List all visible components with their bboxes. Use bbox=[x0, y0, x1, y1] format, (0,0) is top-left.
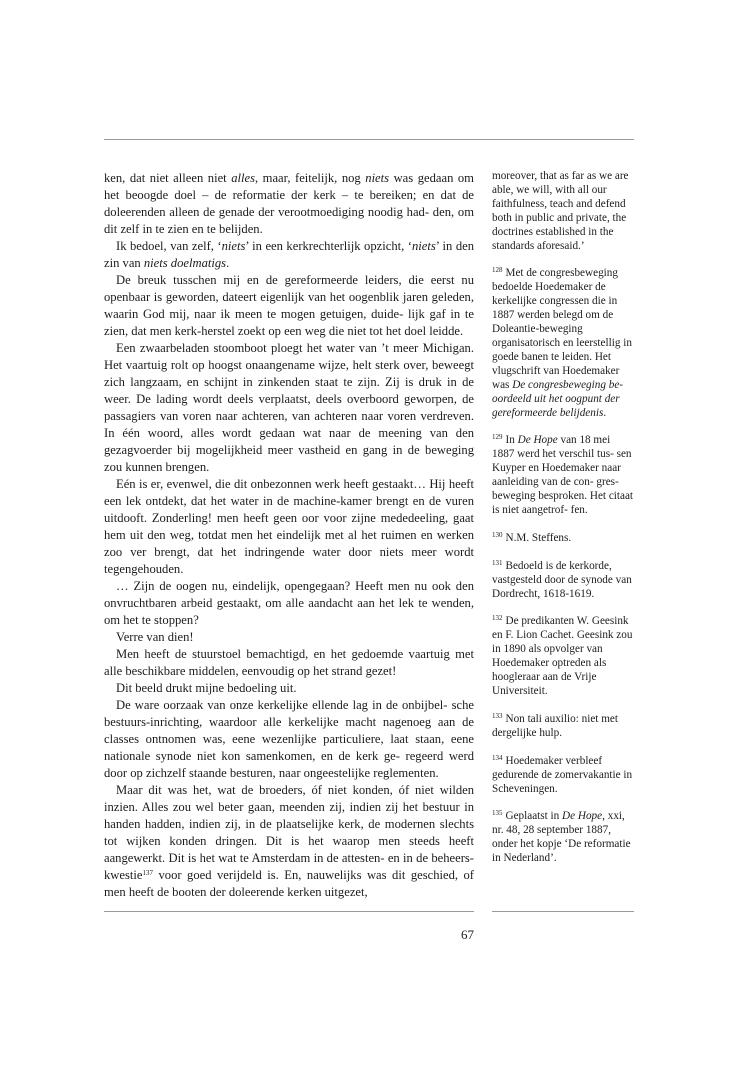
paragraph: Verre van dien! bbox=[116, 630, 194, 644]
sidenote-131: $^{131}$ Bedoeld is de kerkorde, vastgesteld door de synode van Dordrecht, 1618-1619. bbox=[492, 558, 632, 600]
footer-rule-main bbox=[104, 911, 474, 912]
sidenote-continued: moreover, that as far as we are able, we will, with all our faithfulness, teach and defend both in public and private, the doctrines established in the standards aforesaid.’ bbox=[492, 170, 629, 252]
paragraph: Dit beeld drukt mijne bedoeling uit. bbox=[116, 681, 297, 695]
paragraph: Eén is er, evenwel, die dit onbezonnen werk heeft gestaakt… Hij heeft een lek ontdekt, dat het water in de machine-kamer brengt en de vuren uitdooft. Zonderling! men heeft geen oor voor zijne mededeeling, gaat hem uit den weg, totdat men het eindelijk met al het ruimen en werken zoo ver brengt, dat het indringende water door niets meer wordt tegengehouden. bbox=[104, 477, 474, 576]
footnote-ref: 137 bbox=[142, 869, 153, 877]
paragraph: ken, dat niet alleen niet alles, maar, feitelijk, nog niets was gedaan om het beoogde doel – de reformatie der kerk – te bereiken; en dat de doleerenden alleen de genade der verootmoediging noodig had- den, om dit zelf in te zien en te belijden. bbox=[104, 171, 474, 236]
sidenote-135: $^{135}$ Geplaatst in De Hope, xxi, nr. 48, 28 september 1887, onder het kopje ‘De reformatie in Nederland’. bbox=[492, 809, 631, 865]
sidenote-133: $^{133}$ Non tali auxilio: niet met dergelijke hulp. bbox=[492, 711, 618, 739]
paragraph: De ware oorzaak van onze kerkelijke ellende lag in de onbijbel- sche bestuurs-inrichting, waardoor alle kerkelijke macht nagenoeg aan de classes ontnomen was, eene wezenlijke particuliere, laat staan, eene nationale synode niet kon samenkomen, en de kerk ge- regeerd werd door op zichzelf staande besturen, naar ongeestelijke reglementen. bbox=[104, 698, 474, 780]
paragraph: Maar dit was het, wat de broeders, óf niet konden, óf niet wilden inzien. Alles zou wel beter gaan, meenden zij, indien zij het bestuur in handen hadden, indien zij, in de plaatselijke kerk, de modernen slechts tot wijken konden dringen. Dit is het waarop men steeds heeft aangewerkt. Dit is het wat te Amsterdam in de attesten- en in de beheers-kwestie$^{137}$ voor goed verijdeld is. En, nauwelijks was dit geschied, of men heeft de booten der doleerende kerken uitgezet, bbox=[104, 783, 474, 899]
sidenote-130: $^{130}$ N.M. Steffens. bbox=[492, 530, 572, 544]
sidenotes-column bbox=[492, 170, 634, 877]
paragraph: Men heeft de stuurstoel bemachtigd, en het gedoemde vaartuig met alle beschikbare middelen, eenvoudig op het strand gezet! bbox=[104, 647, 474, 678]
footer-rule-side bbox=[492, 911, 634, 912]
main-text-column bbox=[104, 170, 474, 901]
sidenote-134: $^{134}$ Hoedemaker verbleef gedurende de zomervakantie in Scheveningen. bbox=[492, 753, 633, 795]
paragraph: … Zijn de oogen nu, eindelijk, opengegaan? Heeft men nu ook den onvruchtbaren arbeid gestaakt, om alle aandacht aan het lek te wenden, om het te stoppen? bbox=[104, 579, 474, 627]
paragraph: De breuk tusschen mij en de gereformeerde leiders, die eerst nu openbaar is geworden, dateert eigenlijk van het oogenblik jaren geleden, waarin God mij, naar ik meen te mogen getuigen, duide- lijk gaf in te zien, dat men kerk-herstel zoekt op een weg die niet tot het doel leidde. bbox=[104, 273, 474, 338]
sidenote-128: $^{128}$ Met de congresbeweging bedoelde Hoedemaker de kerkelijke congressen die in 1887 werden belegd om de Doleantie-beweging organisatorisch en leerstellig in goede banen te leiden. Het vlugschrift van Hoedemaker was De congresbeweging be- oordeeld uit het oogpunt der gereformeerde belijdenis. bbox=[492, 266, 632, 419]
header-rule bbox=[104, 139, 634, 140]
sidenote-129: $^{129}$ In De Hope van 18 mei 1887 werd het verschil tus- sen Kuyper en Hoedemaker naar aanleiding van de con- gres-beweging besproken. Het citaat is niet aangetrof- fen. bbox=[492, 433, 634, 516]
paragraph: Ik bedoel, van zelf, ‘niets’ in een kerkrechterlijk opzicht, ‘niets’ in den zin van niets doelmatigs. bbox=[104, 239, 474, 270]
paragraph: Een zwaarbeladen stoomboot ploegt het water van ’t meer Michigan. Het vaartuig rolt op hoogst onaangename wijze, helt sterk over, beweegt zich langzaam, en schijnt in zinkenden staat te zijn. Zij is druk in de weer. De lading wordt deels verplaatst, deels overboord geworpen, de passagiers van voren naar achteren, van achteren naar voren verdreven. In één woord, alles wordt gedaan wat naar de meening van den gezagvoerder bij mogelijkheid meer vastheid en gang in de beweging zou kunnen brengen. bbox=[104, 341, 474, 474]
sidenote-132: $^{132}$ De predikanten W. Geesink en F. Lion Cachet. Geesink zou in 1890 als opvolger van Hoedemaker optreden als hoogleraar aan de Vrije Universiteit. bbox=[492, 614, 633, 697]
page-number: 67 bbox=[461, 927, 474, 942]
